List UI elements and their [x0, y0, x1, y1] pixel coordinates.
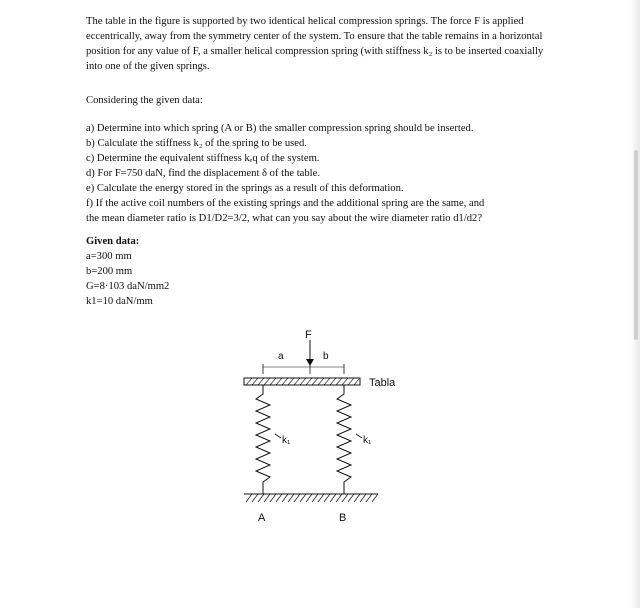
question-c: c) Determine the equivalent stiffness kₑq of the system. — [86, 153, 320, 164]
force-label: F — [305, 329, 312, 341]
question-b: b) Calculate the stiffness k₂ of the spring to be used. — [86, 138, 307, 149]
considering-text: Considering the given data: — [86, 95, 203, 106]
dim-b-label: b — [323, 351, 329, 362]
spring-left-label: k₁ — [282, 435, 291, 446]
considering-line — [86, 93, 558, 108]
question-f-continued: the mean diameter ratio is D1/D2=3/2, what can you say about the wire diameter ratio d1/d2? — [86, 213, 483, 224]
intro-paragraph: The table in the figure is supported by two identical helical compression springs. The force F is applied eccentrically, away from the symmetry center of the system. To ensure that the table remains in a horizontal position for any value of F, a smaller helical compression spring (with stiffness k₂ is to be inserted coaxially into one of the given springs. — [86, 16, 544, 72]
dim-a-label: a — [278, 351, 284, 362]
spring-right-label: k₁ — [363, 435, 372, 446]
given-a: a=300 mm — [86, 251, 132, 262]
support-b-label: B — [339, 512, 347, 524]
question-f: f) If the active coil numbers of the existing springs and the additional spring are the same, and — [86, 198, 485, 209]
problem-intro — [86, 14, 558, 74]
given-k1: k1=10 daN/mm — [86, 296, 153, 307]
question-list — [86, 121, 558, 226]
spring-a — [256, 385, 270, 494]
given-data — [86, 234, 558, 309]
question-e: e) Calculate the energy stored in the springs as a result of this deformation. — [86, 183, 404, 194]
given-b: b=200 mm — [86, 266, 133, 277]
spring-table-figure — [238, 322, 428, 532]
scrollbar-thumb[interactable] — [634, 150, 638, 340]
given-g: G=8·103 daN/mm2 — [86, 281, 170, 292]
table-label: Tabla — [369, 377, 396, 389]
given-data-title: Given data: — [86, 236, 140, 247]
question-a: a) Determine into which spring (A or B) the smaller compression spring should be inserted. — [86, 123, 474, 134]
ground-hatching — [246, 494, 378, 502]
support-a-label: A — [258, 512, 266, 524]
question-d: d) For F=750 daN, find the displacement δ of the table. — [86, 168, 320, 179]
spring-b — [337, 385, 351, 494]
